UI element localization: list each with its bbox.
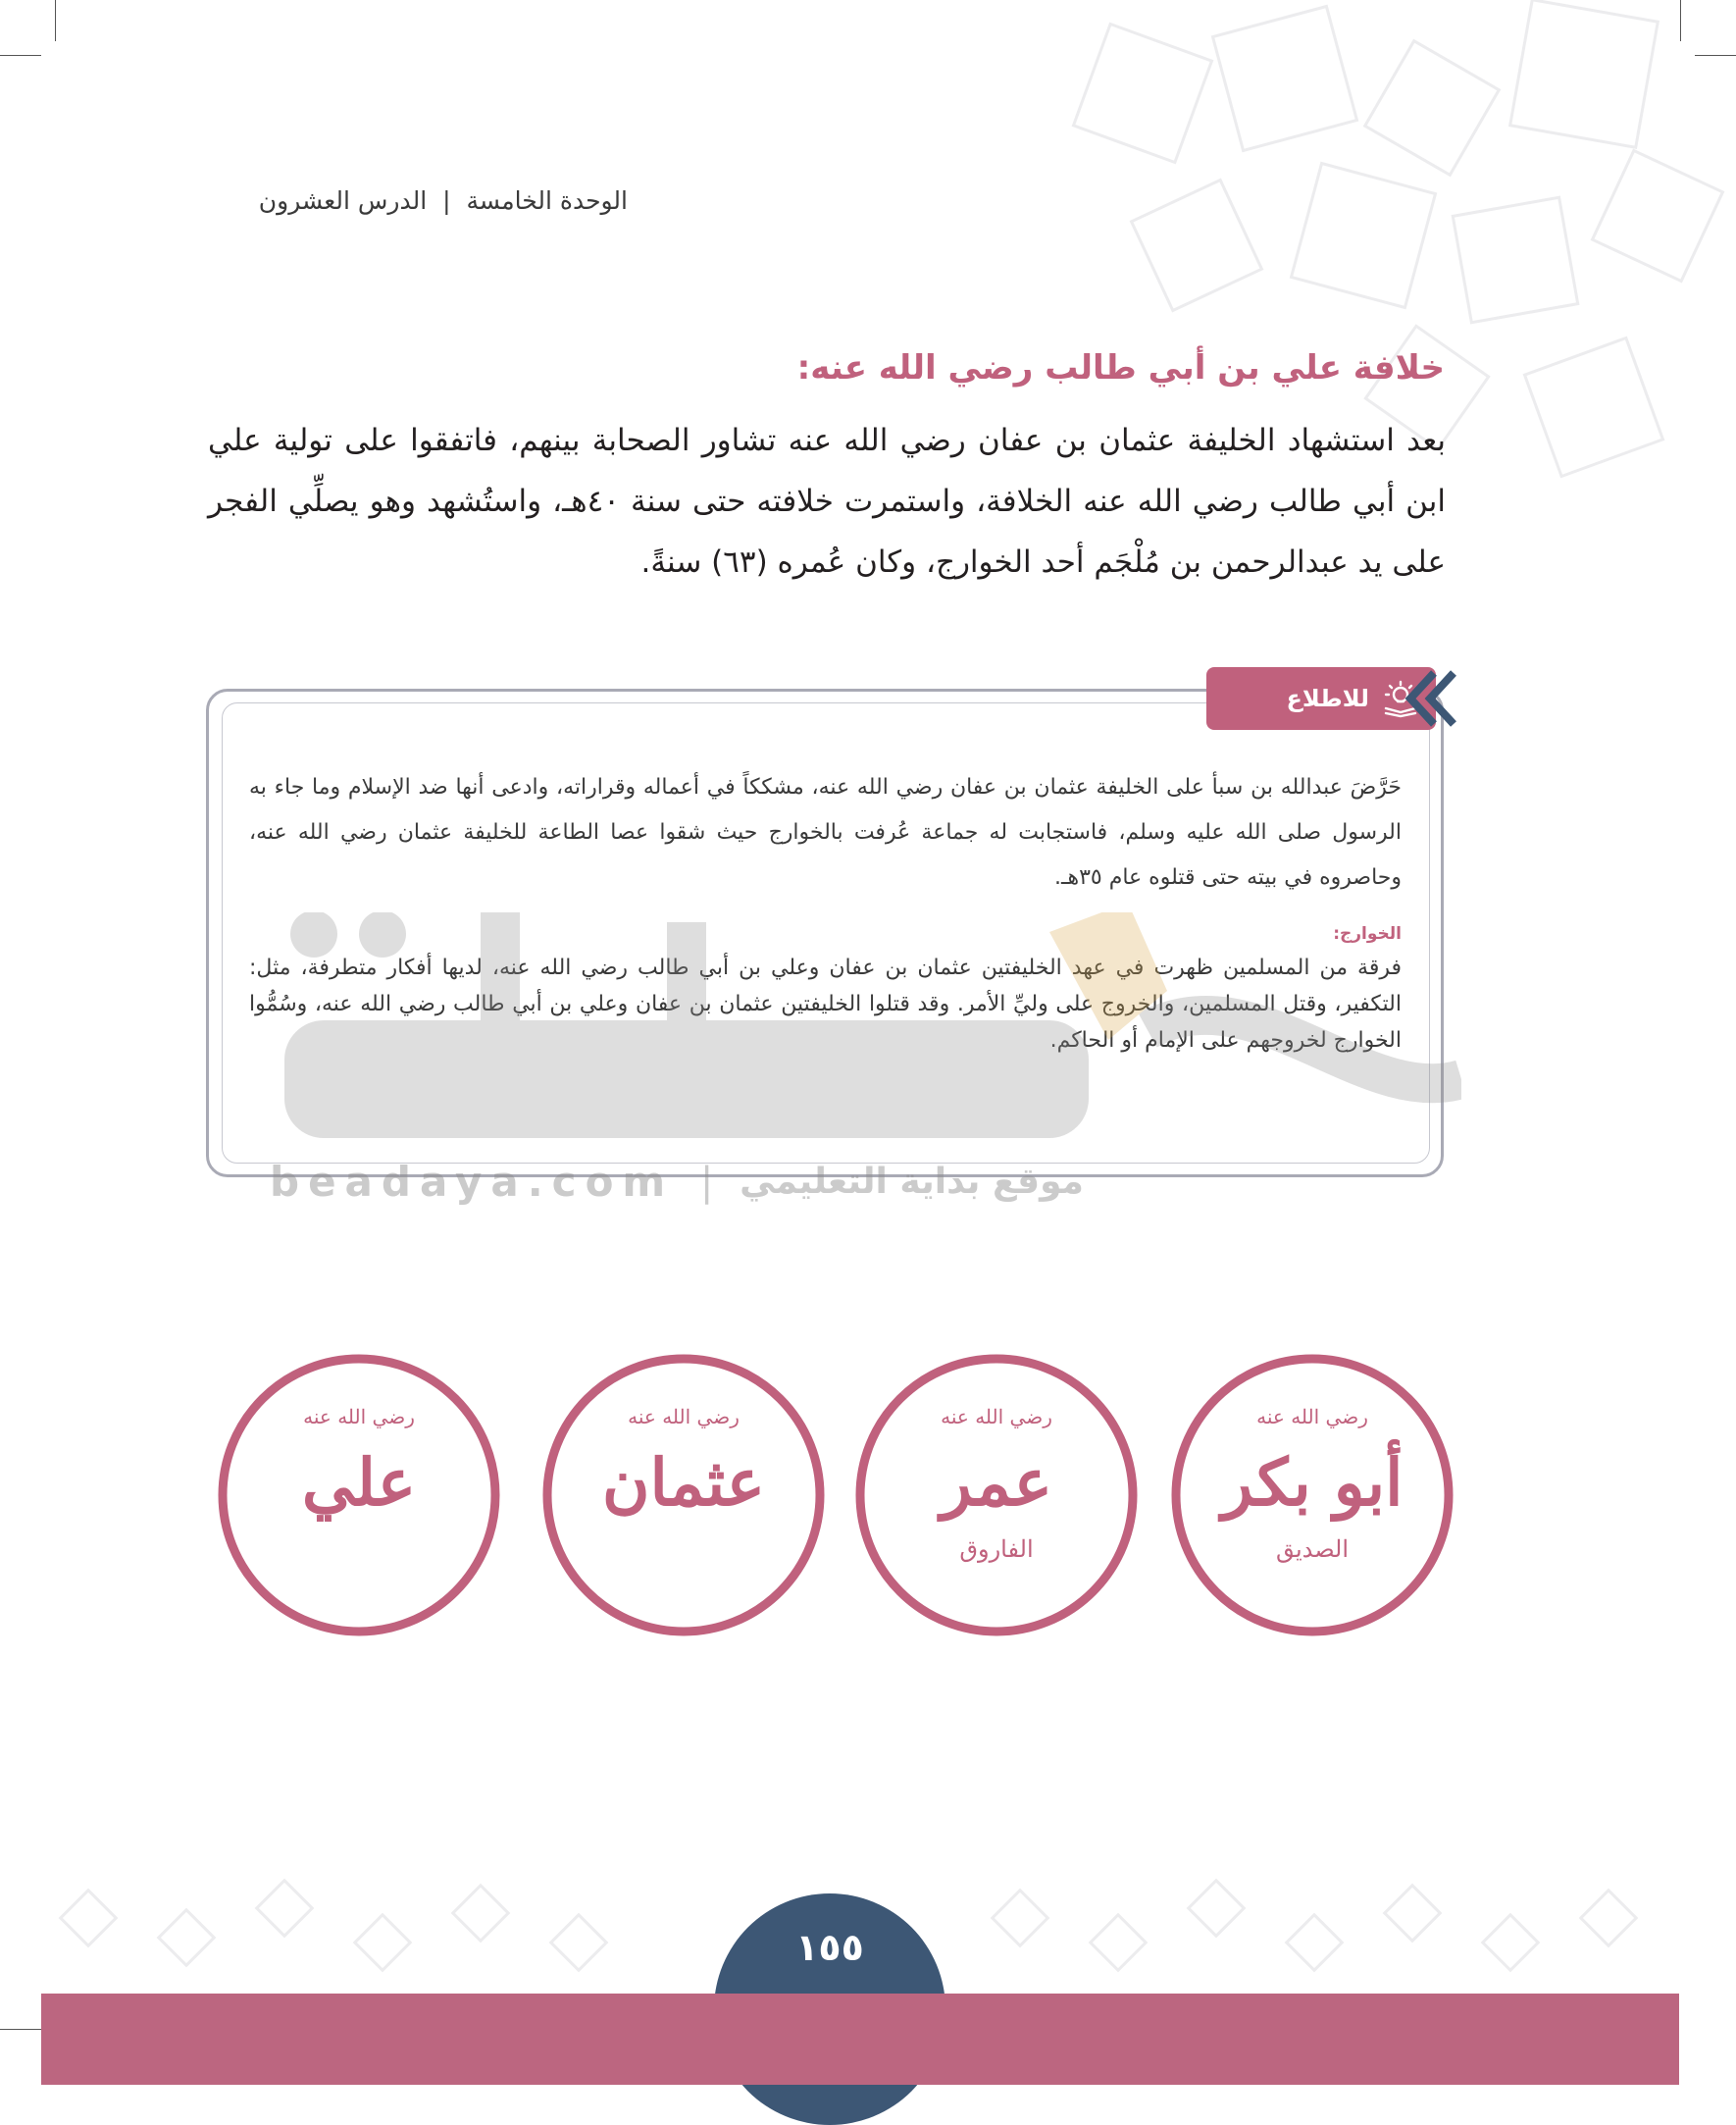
watermark-separator: |	[699, 1159, 714, 1205]
footer-band	[41, 1994, 1679, 2085]
header-separator: |	[442, 186, 451, 215]
section-body: بعد استشهاد الخليفة عثمان بن عفان رضي الله عنه تشاور الصحابة بينهم، فاتفقوا على تولية علي ابن أبي طالب رضي الله عنه الخلافة، واستمرت خلافته حتى سنة ٤٠هـ، واستُشهد وهو يصلِّي الفجر على يد عبدالرحمن بن مُلْجَم أحد الخوارج، وكان عُمره (٦٣) سنةً.	[208, 423, 1446, 580]
seal-name: أبو بكر	[1221, 1444, 1404, 1521]
seal-umar	[855, 1354, 1138, 1636]
seal-honorific: رضي الله عنه	[628, 1405, 740, 1428]
watermark-site-name: موقع بداية التعليمي	[740, 1162, 1084, 1202]
seal-title: الفاروق	[959, 1535, 1034, 1563]
watermark-logo	[226, 912, 1461, 1167]
tag-chevrons	[1404, 667, 1463, 730]
watermark-text	[270, 1158, 1084, 1206]
unit-label: الوحدة الخامسة	[466, 186, 628, 215]
note-tag-label: للاطلاع	[1286, 685, 1369, 712]
seal-honorific: رضي الله عنه	[303, 1405, 415, 1428]
seal-abu-bakr	[1171, 1354, 1454, 1636]
seal-uthman	[542, 1354, 825, 1636]
seal-name: عمر	[941, 1444, 1052, 1521]
seal-title: الصديق	[1275, 1535, 1350, 1563]
section-title: خلافة علي بن أبي طالب رضي الله عنه:	[796, 348, 1445, 388]
page-header	[196, 186, 628, 215]
note-subheading: الخوارج:	[1333, 924, 1402, 944]
crop-mark	[0, 55, 41, 56]
note-paragraph: حَرَّضَ عبدالله بن سبأ على الخليفة عثمان بن عفان رضي الله عنه، مشككاً في أعماله وقراراته، وادعى أنها ضد الإسلام وما جاء به الرسول صلى الله عليه وسلم، فاستجابت له جماعة عُرفت بالخوارج حيث شقوا عصا الطاعة للخليفة عثمان رضي الله عنه، وحاصروه في بيته حتى قتلوه عام ٣٥هـ.	[249, 775, 1402, 890]
page-number: ١٥٥	[795, 1926, 864, 1969]
seal-name: عثمان	[601, 1444, 766, 1521]
watermark-url: beadaya.com	[270, 1158, 675, 1206]
lesson-label: الدرس العشرون	[258, 186, 428, 215]
crop-mark	[0, 2029, 41, 2030]
seal-honorific: رضي الله عنه	[1256, 1405, 1368, 1428]
note-tag	[1206, 667, 1436, 730]
seal-honorific: رضي الله عنه	[941, 1405, 1052, 1428]
crop-mark	[55, 0, 56, 41]
seal-ali	[218, 1354, 500, 1636]
seal-name: علي	[301, 1444, 417, 1521]
note-paragraph: فرقة من المسلمين ظهرت في عهد الخليفتين عثمان بن عفان وعلي بن أبي طالب رضي الله عنه، لديها أفكار متطرفة، مثل: التكفير، وقتل المسلمين، والخروج على وليِّ الأمر. وقد قتلوا الخليفتين عثمان بن عفان وعلي بن أبي طالب رضي الله عنه، وسُمُّوا الخوارج لخروجهم على الإمام أو الحاكم.	[249, 956, 1402, 1053]
